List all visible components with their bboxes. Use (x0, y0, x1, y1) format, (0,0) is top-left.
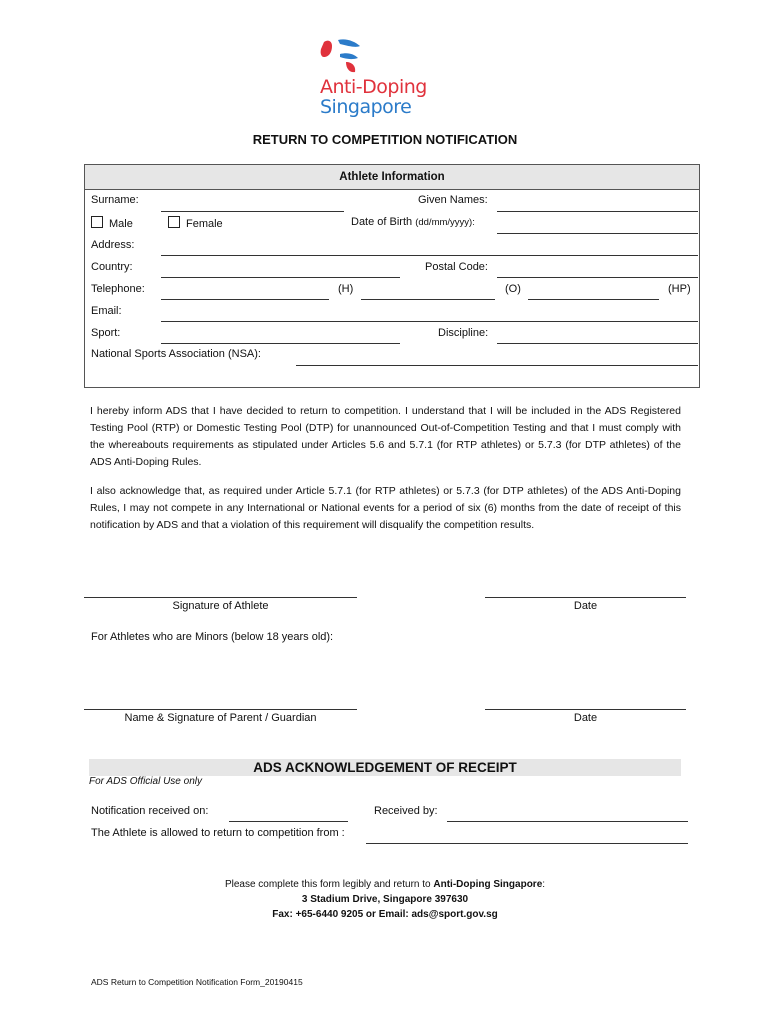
ads-logo (316, 38, 456, 118)
parent-date-label: Date (573, 712, 598, 724)
given-names-label: Given Names: (418, 194, 488, 206)
form-id: ADS Return to Competition Notification Form_20190415 (91, 977, 303, 987)
surname-label: Surname: (91, 194, 139, 206)
athlete-info-header (85, 165, 699, 190)
email-field[interactable] (161, 321, 698, 322)
ack-heading (89, 759, 681, 776)
official-use-label: For ADS Official Use only (89, 776, 202, 787)
logo-mark-icon (318, 38, 366, 76)
logo-text-line1: Anti-Doping (320, 76, 427, 98)
female-label: Female (186, 218, 223, 230)
minors-label: For Athletes who are Minors (below 18 years old): (91, 631, 334, 643)
male-option[interactable] (91, 216, 133, 230)
address-label: Address: (91, 239, 135, 251)
given-names-field[interactable] (497, 211, 698, 212)
postal-code-label: Postal Code: (425, 261, 488, 273)
received-by-label: Received by: (374, 805, 438, 817)
telephone-hp-field[interactable] (528, 299, 659, 300)
allowed-from-field[interactable] (366, 843, 688, 844)
ack-heading-text: ADS ACKNOWLEDGEMENT OF RECEIPT (253, 760, 517, 775)
received-by-field[interactable] (447, 821, 688, 822)
telephone-hp-label: (HP) (668, 283, 691, 295)
footer-line1 (0, 877, 770, 892)
nsa-field[interactable] (296, 365, 698, 366)
telephone-label: Telephone: (91, 283, 145, 295)
page-title: RETURN TO COMPETITION NOTIFICATION (252, 132, 518, 147)
dob-format: (dd/mm/yyyy): (415, 217, 475, 228)
parent-date-field[interactable] (485, 709, 686, 710)
athlete-signature-label: Signature of Athlete (172, 600, 269, 612)
telephone-o-field[interactable] (361, 299, 495, 300)
footer-contact: Fax: +65-6440 9205 or Email: ads@sport.gov.sg (272, 909, 498, 920)
country-label: Country: (91, 261, 133, 273)
surname-field[interactable] (161, 211, 344, 212)
footer-line1-colon: : (542, 879, 546, 890)
discipline-label: Discipline: (438, 327, 489, 339)
footer-address: 3 Stadium Drive, Singapore 397630 (301, 894, 469, 905)
telephone-o-label: (O) (505, 283, 521, 295)
country-field[interactable] (161, 277, 400, 278)
received-on-label: Notification received on: (91, 805, 209, 817)
sport-label: Sport: (91, 327, 121, 339)
athlete-date-field[interactable] (485, 597, 686, 598)
parent-signature-label: Name & Signature of Parent / Guardian (124, 712, 317, 724)
discipline-field[interactable] (497, 343, 698, 344)
nsa-label: National Sports Association (NSA): (91, 348, 261, 360)
athlete-date-label: Date (573, 600, 598, 612)
allowed-from-label: The Athlete is allowed to return to competition from : (91, 827, 345, 839)
footer-line1-text: Please complete this form legibly and return to (224, 879, 434, 890)
address-field[interactable] (161, 255, 698, 256)
dob-label (351, 216, 475, 228)
declaration-paragraph-2: I also acknowledge that, as required under Article 5.7.1 (for RTP athletes) or 5.7.3 (for DTP athletes) of the ADS Anti-Doping Rules, I may not compete in any International or National events for a period of six (6) months from the date of receipt of this notification by ADS and that a violation of this requirement will disqualify the competition results. (90, 485, 681, 531)
telephone-h-field[interactable] (161, 299, 329, 300)
telephone-h-label: (H) (338, 283, 354, 295)
parent-signature-field[interactable] (84, 709, 357, 710)
footer-instructions (0, 877, 770, 922)
postal-code-field[interactable] (497, 277, 698, 278)
athlete-signature-field[interactable] (84, 597, 357, 598)
dob-text: Date of Birth (351, 216, 413, 228)
dob-field[interactable] (497, 233, 698, 234)
footer-org-name: Anti-Doping Singapore (433, 879, 543, 890)
email-label: Email: (91, 305, 122, 317)
female-option[interactable] (168, 216, 223, 230)
athlete-info-heading: Athlete Information (339, 171, 445, 183)
received-on-field[interactable] (229, 821, 348, 822)
male-label: Male (109, 218, 133, 230)
logo-text-line2: Singapore (320, 96, 412, 118)
female-checkbox[interactable] (168, 216, 180, 228)
declaration-paragraph-1: I hereby inform ADS that I have decided to return to competition. I understand that I will be included in the ADS Registered Testing Pool (RTP) or Domestic Testing Pool (DTP) for unannounced Out-of-Competition Testing and that I must comply with the whereabouts requirements as stipulated under Articles 5.6 and 5.7.1 (for RTP athletes) or 5.7.3 (for DTP athletes) of the ADS Anti-Doping Rules. (90, 405, 681, 468)
male-checkbox[interactable] (91, 216, 103, 228)
sport-field[interactable] (161, 343, 400, 344)
